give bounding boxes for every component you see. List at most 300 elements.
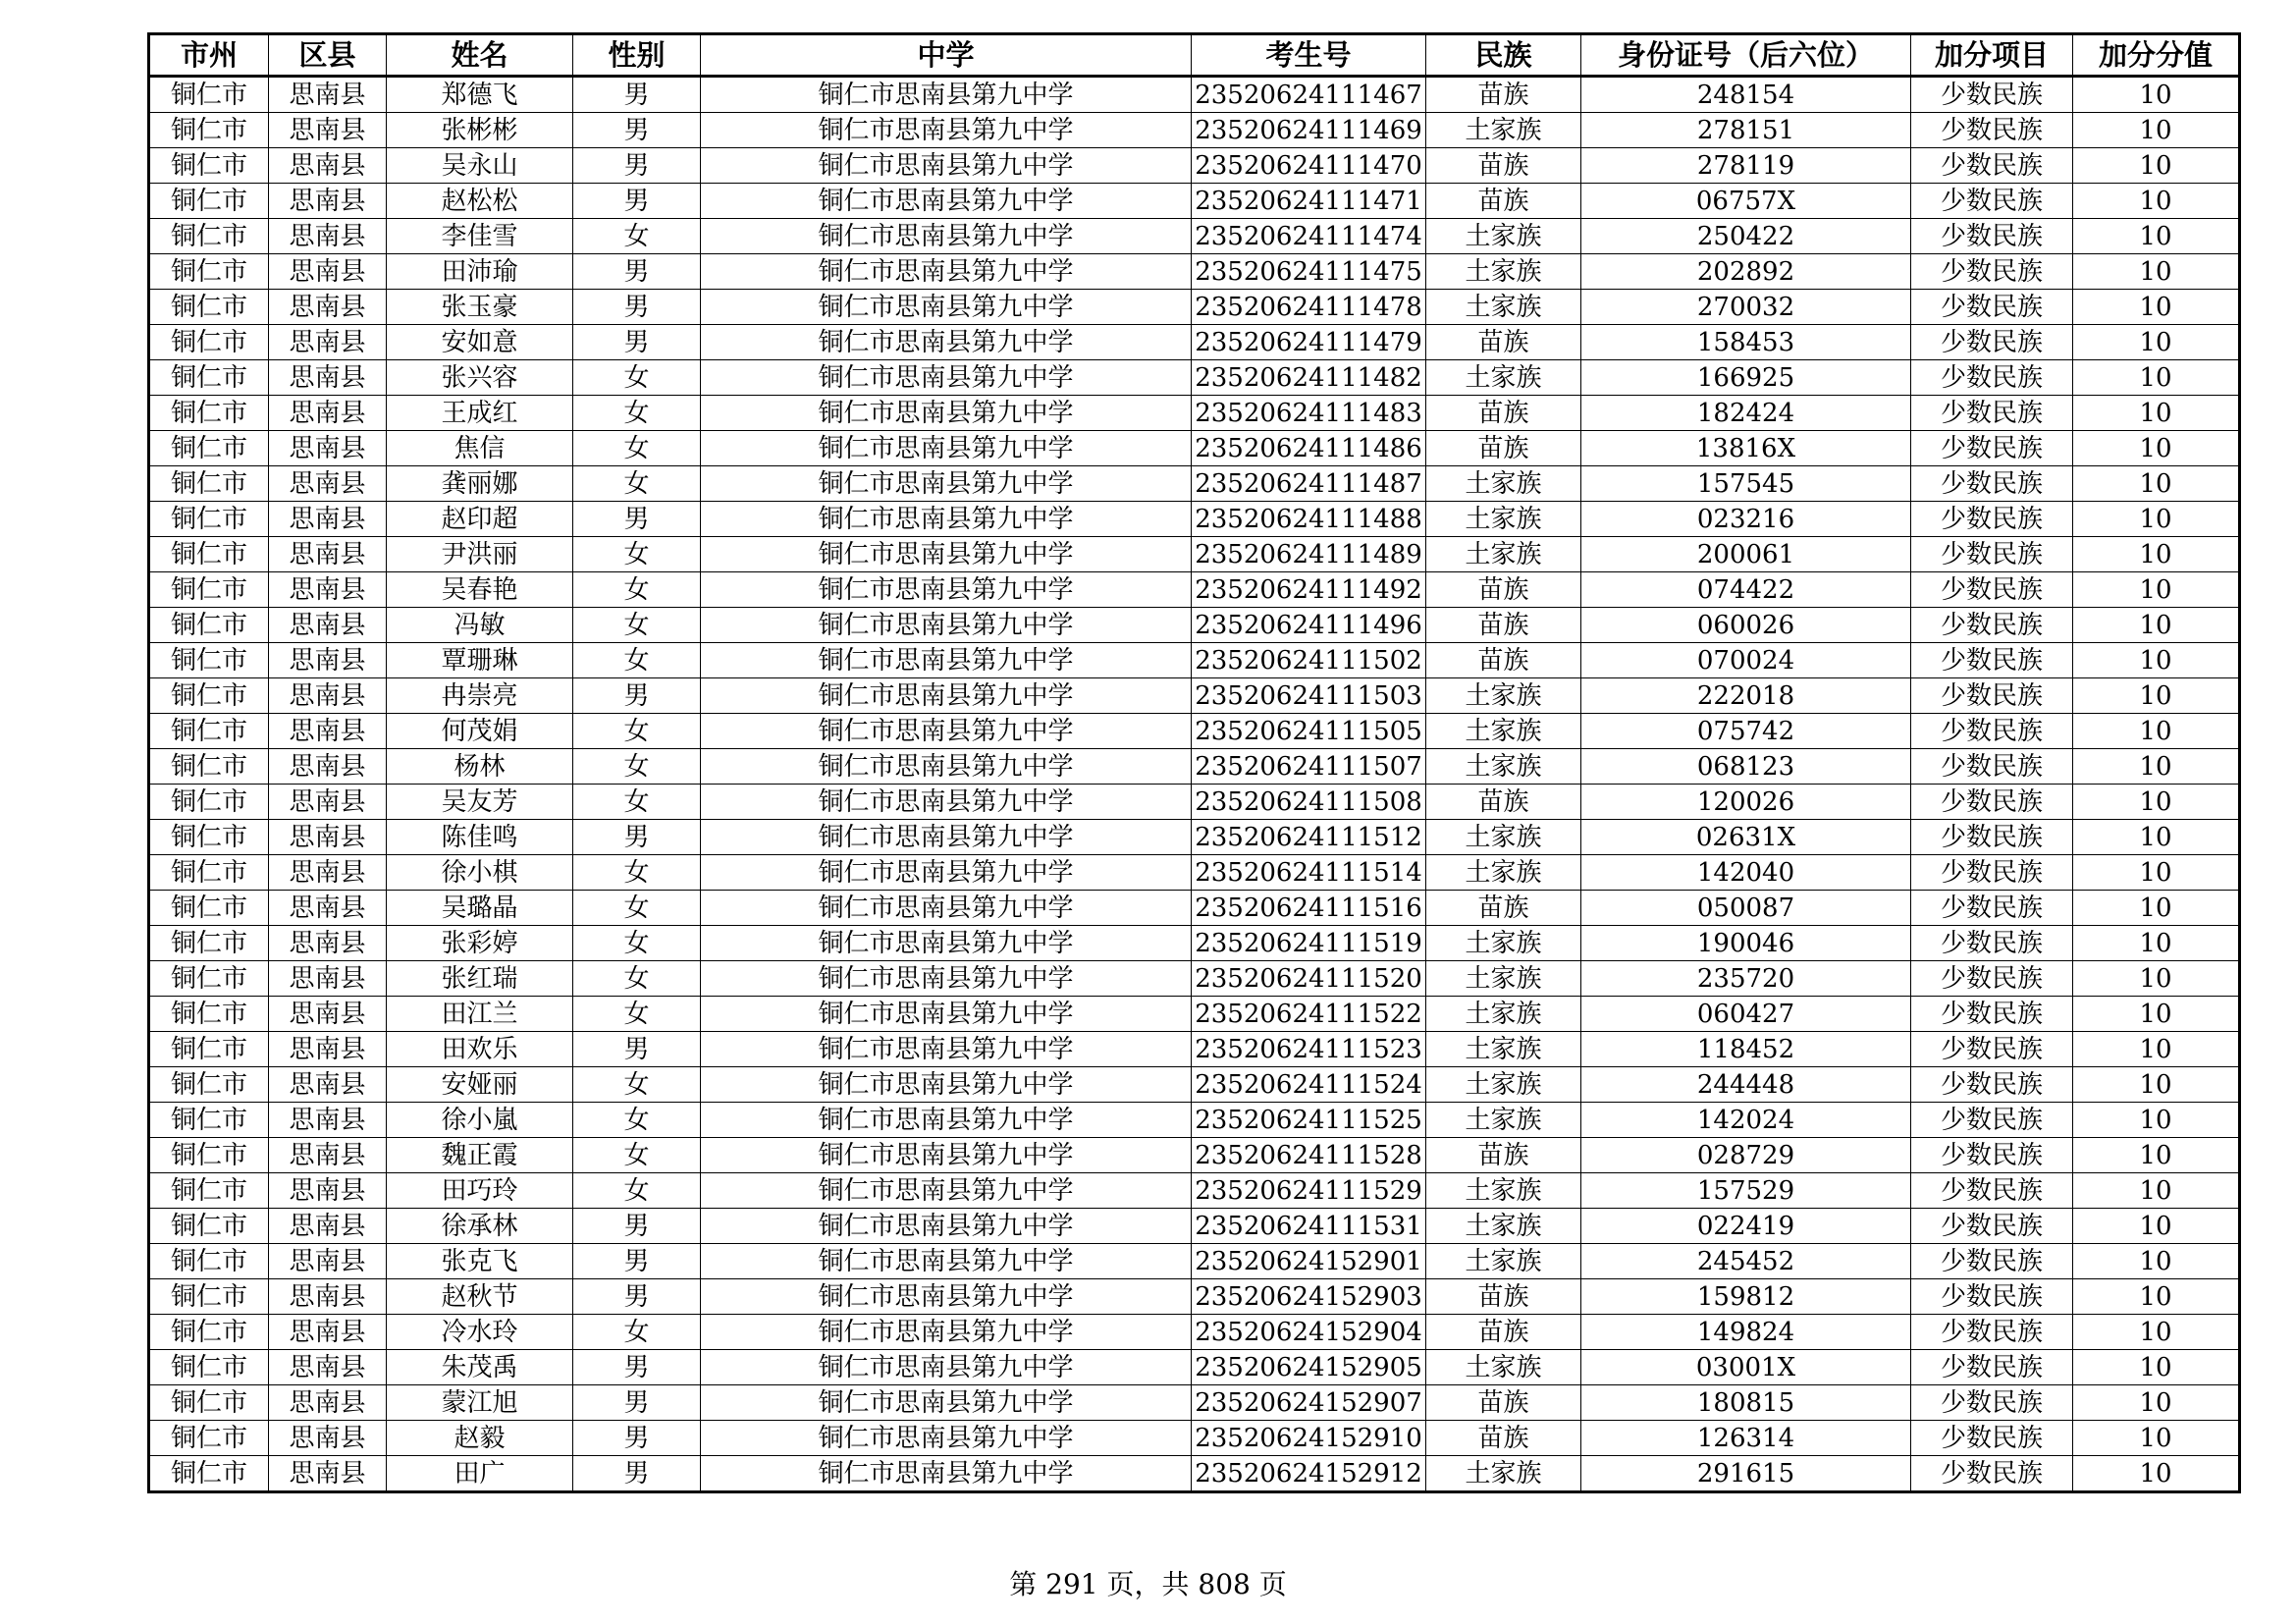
cell-bonus-item: 少数民族: [1911, 113, 2073, 148]
cell-school: 铜仁市思南县第九中学: [701, 1067, 1192, 1103]
cell-city: 铜仁市: [149, 148, 269, 184]
cell-county: 思南县: [269, 1173, 387, 1209]
cell-id-last-six: 244448: [1581, 1067, 1911, 1103]
cell-gender: 男: [573, 1385, 701, 1421]
cell-name: 张红瑞: [387, 961, 573, 997]
cell-ethnicity: 土家族: [1426, 714, 1581, 749]
cell-county: 思南县: [269, 608, 387, 643]
cell-exam-number: 23520624111522: [1192, 997, 1426, 1032]
cell-school: 铜仁市思南县第九中学: [701, 113, 1192, 148]
cell-name: 田江兰: [387, 997, 573, 1032]
header-county: 区县: [269, 34, 387, 77]
cell-bonus-item: 少数民族: [1911, 1456, 2073, 1492]
cell-bonus-item: 少数民族: [1911, 820, 2073, 855]
cell-id-last-six: 070024: [1581, 643, 1911, 678]
cell-county: 思南县: [269, 1279, 387, 1315]
cell-name: 王成红: [387, 396, 573, 431]
table-row: [149, 749, 2240, 785]
table-row: [149, 1138, 2240, 1173]
cell-id-last-six: 142024: [1581, 1103, 1911, 1138]
cell-name: 蒙江旭: [387, 1385, 573, 1421]
cell-ethnicity: 苗族: [1426, 431, 1581, 466]
cell-school: 铜仁市思南县第九中学: [701, 961, 1192, 997]
cell-ethnicity: 土家族: [1426, 1456, 1581, 1492]
cell-bonus-value: 10: [2073, 1456, 2240, 1492]
cell-ethnicity: 土家族: [1426, 466, 1581, 502]
cell-gender: 男: [573, 1209, 701, 1244]
cell-name: 田巧玲: [387, 1173, 573, 1209]
cell-bonus-item: 少数民族: [1911, 1173, 2073, 1209]
header-id-last-six: 身份证号（后六位）: [1581, 34, 1911, 77]
header-bonus-item: 加分项目: [1911, 34, 2073, 77]
cell-id-last-six: 182424: [1581, 396, 1911, 431]
cell-gender: 男: [573, 290, 701, 325]
cell-id-last-six: 02631X: [1581, 820, 1911, 855]
cell-ethnicity: 土家族: [1426, 1103, 1581, 1138]
cell-bonus-item: 少数民族: [1911, 785, 2073, 820]
cell-exam-number: 23520624111525: [1192, 1103, 1426, 1138]
cell-county: 思南县: [269, 643, 387, 678]
header-bonus-value: 加分分值: [2073, 34, 2240, 77]
cell-gender: 女: [573, 431, 701, 466]
cell-county: 思南县: [269, 1209, 387, 1244]
cell-gender: 男: [573, 1032, 701, 1067]
cell-city: 铜仁市: [149, 1067, 269, 1103]
cell-gender: 男: [573, 1244, 701, 1279]
cell-school: 铜仁市思南县第九中学: [701, 855, 1192, 891]
cell-name: 覃珊琳: [387, 643, 573, 678]
table-row: [149, 608, 2240, 643]
cell-school: 铜仁市思南县第九中学: [701, 431, 1192, 466]
cell-exam-number: 23520624111519: [1192, 926, 1426, 961]
cell-city: 铜仁市: [149, 1279, 269, 1315]
cell-ethnicity: 土家族: [1426, 997, 1581, 1032]
cell-exam-number: 23520624111503: [1192, 678, 1426, 714]
cell-bonus-item: 少数民族: [1911, 1209, 2073, 1244]
cell-bonus-item: 少数民族: [1911, 1067, 2073, 1103]
cell-ethnicity: 土家族: [1426, 502, 1581, 537]
cell-ethnicity: 苗族: [1426, 148, 1581, 184]
cell-gender: 男: [573, 1456, 701, 1492]
cell-ethnicity: 土家族: [1426, 360, 1581, 396]
cell-bonus-value: 10: [2073, 855, 2240, 891]
table-row: [149, 325, 2240, 360]
cell-city: 铜仁市: [149, 502, 269, 537]
cell-exam-number: 23520624111520: [1192, 961, 1426, 997]
cell-school: 铜仁市思南县第九中学: [701, 1138, 1192, 1173]
cell-name: 冷水玲: [387, 1315, 573, 1350]
cell-name: 吴春艳: [387, 572, 573, 608]
cell-school: 铜仁市思南县第九中学: [701, 926, 1192, 961]
cell-bonus-item: 少数民族: [1911, 1279, 2073, 1315]
cell-name: 徐小棋: [387, 855, 573, 891]
cell-city: 铜仁市: [149, 891, 269, 926]
header-school: 中学: [701, 34, 1192, 77]
table-row: [149, 1067, 2240, 1103]
cell-ethnicity: 土家族: [1426, 855, 1581, 891]
cell-bonus-value: 10: [2073, 537, 2240, 572]
cell-school: 铜仁市思南县第九中学: [701, 572, 1192, 608]
cell-school: 铜仁市思南县第九中学: [701, 785, 1192, 820]
cell-id-last-six: 023216: [1581, 502, 1911, 537]
cell-gender: 女: [573, 997, 701, 1032]
cell-bonus-item: 少数民族: [1911, 148, 2073, 184]
cell-school: 铜仁市思南县第九中学: [701, 184, 1192, 219]
cell-gender: 女: [573, 961, 701, 997]
cell-id-last-six: 068123: [1581, 749, 1911, 785]
cell-city: 铜仁市: [149, 820, 269, 855]
cell-ethnicity: 土家族: [1426, 678, 1581, 714]
cell-id-last-six: 06757X: [1581, 184, 1911, 219]
table-row: [149, 785, 2240, 820]
cell-county: 思南县: [269, 113, 387, 148]
cell-gender: 女: [573, 608, 701, 643]
cell-ethnicity: 苗族: [1426, 1385, 1581, 1421]
cell-bonus-item: 少数民族: [1911, 749, 2073, 785]
cell-bonus-value: 10: [2073, 678, 2240, 714]
cell-bonus-value: 10: [2073, 219, 2240, 254]
cell-city: 铜仁市: [149, 1456, 269, 1492]
cell-city: 铜仁市: [149, 926, 269, 961]
cell-name: 张玉豪: [387, 290, 573, 325]
cell-gender: 女: [573, 1315, 701, 1350]
cell-bonus-value: 10: [2073, 325, 2240, 360]
cell-school: 铜仁市思南县第九中学: [701, 1032, 1192, 1067]
cell-city: 铜仁市: [149, 219, 269, 254]
cell-exam-number: 23520624111488: [1192, 502, 1426, 537]
cell-county: 思南县: [269, 1350, 387, 1385]
cell-exam-number: 23520624111470: [1192, 148, 1426, 184]
table-row: [149, 1421, 2240, 1456]
table-row: [149, 1209, 2240, 1244]
table-row: [149, 643, 2240, 678]
cell-bonus-item: 少数民族: [1911, 360, 2073, 396]
cell-ethnicity: 土家族: [1426, 1032, 1581, 1067]
cell-county: 思南县: [269, 537, 387, 572]
cell-bonus-value: 10: [2073, 572, 2240, 608]
table-row: [149, 891, 2240, 926]
cell-gender: 女: [573, 855, 701, 891]
cell-school: 铜仁市思南县第九中学: [701, 891, 1192, 926]
cell-bonus-value: 10: [2073, 290, 2240, 325]
cell-ethnicity: 土家族: [1426, 290, 1581, 325]
cell-school: 铜仁市思南县第九中学: [701, 714, 1192, 749]
cell-exam-number: 23520624152907: [1192, 1385, 1426, 1421]
cell-gender: 男: [573, 502, 701, 537]
cell-bonus-item: 少数民族: [1911, 855, 2073, 891]
cell-exam-number: 23520624111478: [1192, 290, 1426, 325]
cell-bonus-value: 10: [2073, 1315, 2240, 1350]
cell-bonus-item: 少数民族: [1911, 1138, 2073, 1173]
cell-name: 田沛瑜: [387, 254, 573, 290]
cell-ethnicity: 土家族: [1426, 219, 1581, 254]
cell-county: 思南县: [269, 891, 387, 926]
cell-bonus-item: 少数民族: [1911, 1385, 2073, 1421]
cell-county: 思南县: [269, 184, 387, 219]
cell-county: 思南县: [269, 502, 387, 537]
header-exam-number: 考生号: [1192, 34, 1426, 77]
cell-name: 陈佳鸣: [387, 820, 573, 855]
cell-id-last-six: 157545: [1581, 466, 1911, 502]
cell-bonus-value: 10: [2073, 926, 2240, 961]
cell-bonus-value: 10: [2073, 749, 2240, 785]
cell-county: 思南县: [269, 1067, 387, 1103]
cell-id-last-six: 149824: [1581, 1315, 1911, 1350]
cell-name: 田广: [387, 1456, 573, 1492]
cell-ethnicity: 苗族: [1426, 325, 1581, 360]
cell-city: 铜仁市: [149, 1173, 269, 1209]
cell-gender: 女: [573, 643, 701, 678]
cell-school: 铜仁市思南县第九中学: [701, 537, 1192, 572]
cell-bonus-item: 少数民族: [1911, 1350, 2073, 1385]
cell-bonus-value: 10: [2073, 502, 2240, 537]
cell-school: 铜仁市思南县第九中学: [701, 608, 1192, 643]
cell-ethnicity: 土家族: [1426, 1209, 1581, 1244]
cell-gender: 男: [573, 254, 701, 290]
cell-gender: 男: [573, 148, 701, 184]
cell-city: 铜仁市: [149, 537, 269, 572]
cell-city: 铜仁市: [149, 1421, 269, 1456]
cell-bonus-value: 10: [2073, 148, 2240, 184]
cell-county: 思南县: [269, 1315, 387, 1350]
cell-name: 朱茂禹: [387, 1350, 573, 1385]
cell-gender: 女: [573, 1173, 701, 1209]
cell-city: 铜仁市: [149, 1350, 269, 1385]
cell-id-last-six: 159812: [1581, 1279, 1911, 1315]
cell-gender: 女: [573, 1067, 701, 1103]
cell-exam-number: 23520624111505: [1192, 714, 1426, 749]
cell-gender: 女: [573, 572, 701, 608]
cell-county: 思南县: [269, 466, 387, 502]
table-row: [149, 502, 2240, 537]
cell-city: 铜仁市: [149, 431, 269, 466]
cell-bonus-item: 少数民族: [1911, 678, 2073, 714]
cell-ethnicity: 苗族: [1426, 1315, 1581, 1350]
cell-county: 思南县: [269, 325, 387, 360]
cell-id-last-six: 278119: [1581, 148, 1911, 184]
cell-name: 安娅丽: [387, 1067, 573, 1103]
table-row: [149, 148, 2240, 184]
cell-city: 铜仁市: [149, 1103, 269, 1138]
cell-exam-number: 23520624111469: [1192, 113, 1426, 148]
cell-city: 铜仁市: [149, 785, 269, 820]
cell-city: 铜仁市: [149, 749, 269, 785]
cell-school: 铜仁市思南县第九中学: [701, 396, 1192, 431]
cell-id-last-six: 028729: [1581, 1138, 1911, 1173]
cell-exam-number: 23520624111479: [1192, 325, 1426, 360]
cell-exam-number: 23520624111529: [1192, 1173, 1426, 1209]
cell-city: 铜仁市: [149, 855, 269, 891]
header-city: 市州: [149, 34, 269, 77]
cell-id-last-six: 248154: [1581, 77, 1911, 113]
cell-gender: 男: [573, 113, 701, 148]
cell-gender: 女: [573, 537, 701, 572]
cell-county: 思南县: [269, 1032, 387, 1067]
cell-bonus-item: 少数民族: [1911, 714, 2073, 749]
cell-name: 何茂娟: [387, 714, 573, 749]
table-row: [149, 961, 2240, 997]
cell-name: 赵秋节: [387, 1279, 573, 1315]
cell-bonus-value: 10: [2073, 714, 2240, 749]
cell-ethnicity: 土家族: [1426, 1244, 1581, 1279]
cell-id-last-six: 13816X: [1581, 431, 1911, 466]
cell-school: 铜仁市思南县第九中学: [701, 1385, 1192, 1421]
cell-county: 思南县: [269, 855, 387, 891]
cell-exam-number: 23520624111492: [1192, 572, 1426, 608]
table-row: [149, 572, 2240, 608]
cell-ethnicity: 土家族: [1426, 820, 1581, 855]
cell-name: 魏正霞: [387, 1138, 573, 1173]
cell-school: 铜仁市思南县第九中学: [701, 325, 1192, 360]
table-row: [149, 678, 2240, 714]
cell-gender: 男: [573, 1350, 701, 1385]
cell-bonus-item: 少数民族: [1911, 1032, 2073, 1067]
cell-school: 铜仁市思南县第九中学: [701, 1173, 1192, 1209]
cell-exam-number: 23520624111496: [1192, 608, 1426, 643]
cell-exam-number: 23520624111487: [1192, 466, 1426, 502]
cell-school: 铜仁市思南县第九中学: [701, 77, 1192, 113]
cell-bonus-value: 10: [2073, 184, 2240, 219]
table-row: [149, 1032, 2240, 1067]
cell-gender: 男: [573, 678, 701, 714]
cell-ethnicity: 苗族: [1426, 77, 1581, 113]
cell-ethnicity: 土家族: [1426, 113, 1581, 148]
cell-bonus-value: 10: [2073, 1067, 2240, 1103]
cell-bonus-item: 少数民族: [1911, 184, 2073, 219]
cell-bonus-value: 10: [2073, 1032, 2240, 1067]
cell-ethnicity: 苗族: [1426, 572, 1581, 608]
cell-exam-number: 23520624152903: [1192, 1279, 1426, 1315]
cell-exam-number: 23520624111508: [1192, 785, 1426, 820]
cell-exam-number: 23520624111489: [1192, 537, 1426, 572]
cell-name: 冯敏: [387, 608, 573, 643]
table-row: [149, 997, 2240, 1032]
cell-gender: 男: [573, 1421, 701, 1456]
cell-id-last-six: 245452: [1581, 1244, 1911, 1279]
cell-exam-number: 23520624111502: [1192, 643, 1426, 678]
cell-school: 铜仁市思南县第九中学: [701, 502, 1192, 537]
cell-city: 铜仁市: [149, 1385, 269, 1421]
cell-city: 铜仁市: [149, 325, 269, 360]
cell-name: 张彬彬: [387, 113, 573, 148]
cell-city: 铜仁市: [149, 643, 269, 678]
cell-city: 铜仁市: [149, 113, 269, 148]
cell-name: 张克飞: [387, 1244, 573, 1279]
table-row: [149, 113, 2240, 148]
table-row: [149, 431, 2240, 466]
cell-exam-number: 23520624111528: [1192, 1138, 1426, 1173]
cell-ethnicity: 苗族: [1426, 1279, 1581, 1315]
cell-name: 杨林: [387, 749, 573, 785]
cell-city: 铜仁市: [149, 1244, 269, 1279]
cell-exam-number: 23520624152904: [1192, 1315, 1426, 1350]
cell-exam-number: 23520624111507: [1192, 749, 1426, 785]
table-row: [149, 360, 2240, 396]
cell-city: 铜仁市: [149, 572, 269, 608]
cell-gender: 女: [573, 1103, 701, 1138]
cell-school: 铜仁市思南县第九中学: [701, 1315, 1192, 1350]
cell-school: 铜仁市思南县第九中学: [701, 1456, 1192, 1492]
cell-ethnicity: 苗族: [1426, 1138, 1581, 1173]
cell-name: 徐小嵐: [387, 1103, 573, 1138]
cell-exam-number: 23520624152912: [1192, 1456, 1426, 1492]
cell-bonus-item: 少数民族: [1911, 1244, 2073, 1279]
cell-exam-number: 23520624111524: [1192, 1067, 1426, 1103]
cell-ethnicity: 土家族: [1426, 1350, 1581, 1385]
cell-ethnicity: 苗族: [1426, 785, 1581, 820]
cell-bonus-item: 少数民族: [1911, 254, 2073, 290]
cell-exam-number: 23520624111482: [1192, 360, 1426, 396]
cell-county: 思南县: [269, 1421, 387, 1456]
cell-county: 思南县: [269, 290, 387, 325]
cell-city: 铜仁市: [149, 1138, 269, 1173]
cell-bonus-value: 10: [2073, 608, 2240, 643]
cell-county: 思南县: [269, 1385, 387, 1421]
cell-school: 铜仁市思南县第九中学: [701, 219, 1192, 254]
cell-bonus-value: 10: [2073, 1244, 2240, 1279]
table-row: [149, 290, 2240, 325]
cell-bonus-value: 10: [2073, 254, 2240, 290]
cell-county: 思南县: [269, 1244, 387, 1279]
cell-bonus-value: 10: [2073, 113, 2240, 148]
cell-exam-number: 23520624111512: [1192, 820, 1426, 855]
cell-id-last-six: 202892: [1581, 254, 1911, 290]
cell-bonus-item: 少数民族: [1911, 219, 2073, 254]
cell-bonus-value: 10: [2073, 1138, 2240, 1173]
header-name: 姓名: [387, 34, 573, 77]
cell-bonus-value: 10: [2073, 820, 2240, 855]
cell-gender: 男: [573, 184, 701, 219]
cell-id-last-six: 157529: [1581, 1173, 1911, 1209]
cell-id-last-six: 120026: [1581, 785, 1911, 820]
table-row: [149, 1279, 2240, 1315]
cell-bonus-value: 10: [2073, 1385, 2240, 1421]
cell-id-last-six: 118452: [1581, 1032, 1911, 1067]
cell-bonus-item: 少数民族: [1911, 466, 2073, 502]
cell-school: 铜仁市思南县第九中学: [701, 643, 1192, 678]
cell-school: 铜仁市思南县第九中学: [701, 254, 1192, 290]
table-row: [149, 1103, 2240, 1138]
table-body: [149, 77, 2240, 1492]
cell-id-last-six: 235720: [1581, 961, 1911, 997]
cell-county: 思南县: [269, 926, 387, 961]
cell-bonus-value: 10: [2073, 431, 2240, 466]
cell-gender: 女: [573, 219, 701, 254]
cell-id-last-six: 074422: [1581, 572, 1911, 608]
cell-county: 思南县: [269, 785, 387, 820]
cell-id-last-six: 180815: [1581, 1385, 1911, 1421]
cell-school: 铜仁市思南县第九中学: [701, 148, 1192, 184]
cell-bonus-item: 少数民族: [1911, 502, 2073, 537]
cell-name: 李佳雪: [387, 219, 573, 254]
cell-county: 思南县: [269, 77, 387, 113]
table-header: [149, 34, 2240, 77]
cell-id-last-six: 166925: [1581, 360, 1911, 396]
cell-exam-number: 23520624111474: [1192, 219, 1426, 254]
cell-name: 冉崇亮: [387, 678, 573, 714]
cell-ethnicity: 苗族: [1426, 643, 1581, 678]
cell-city: 铜仁市: [149, 1209, 269, 1244]
cell-id-last-six: 200061: [1581, 537, 1911, 572]
table-row: [149, 219, 2240, 254]
table-row: [149, 466, 2240, 502]
cell-city: 铜仁市: [149, 678, 269, 714]
table-row: [149, 1315, 2240, 1350]
cell-exam-number: 23520624111531: [1192, 1209, 1426, 1244]
cell-bonus-value: 10: [2073, 1350, 2240, 1385]
cell-school: 铜仁市思南县第九中学: [701, 1103, 1192, 1138]
cell-id-last-six: 158453: [1581, 325, 1911, 360]
